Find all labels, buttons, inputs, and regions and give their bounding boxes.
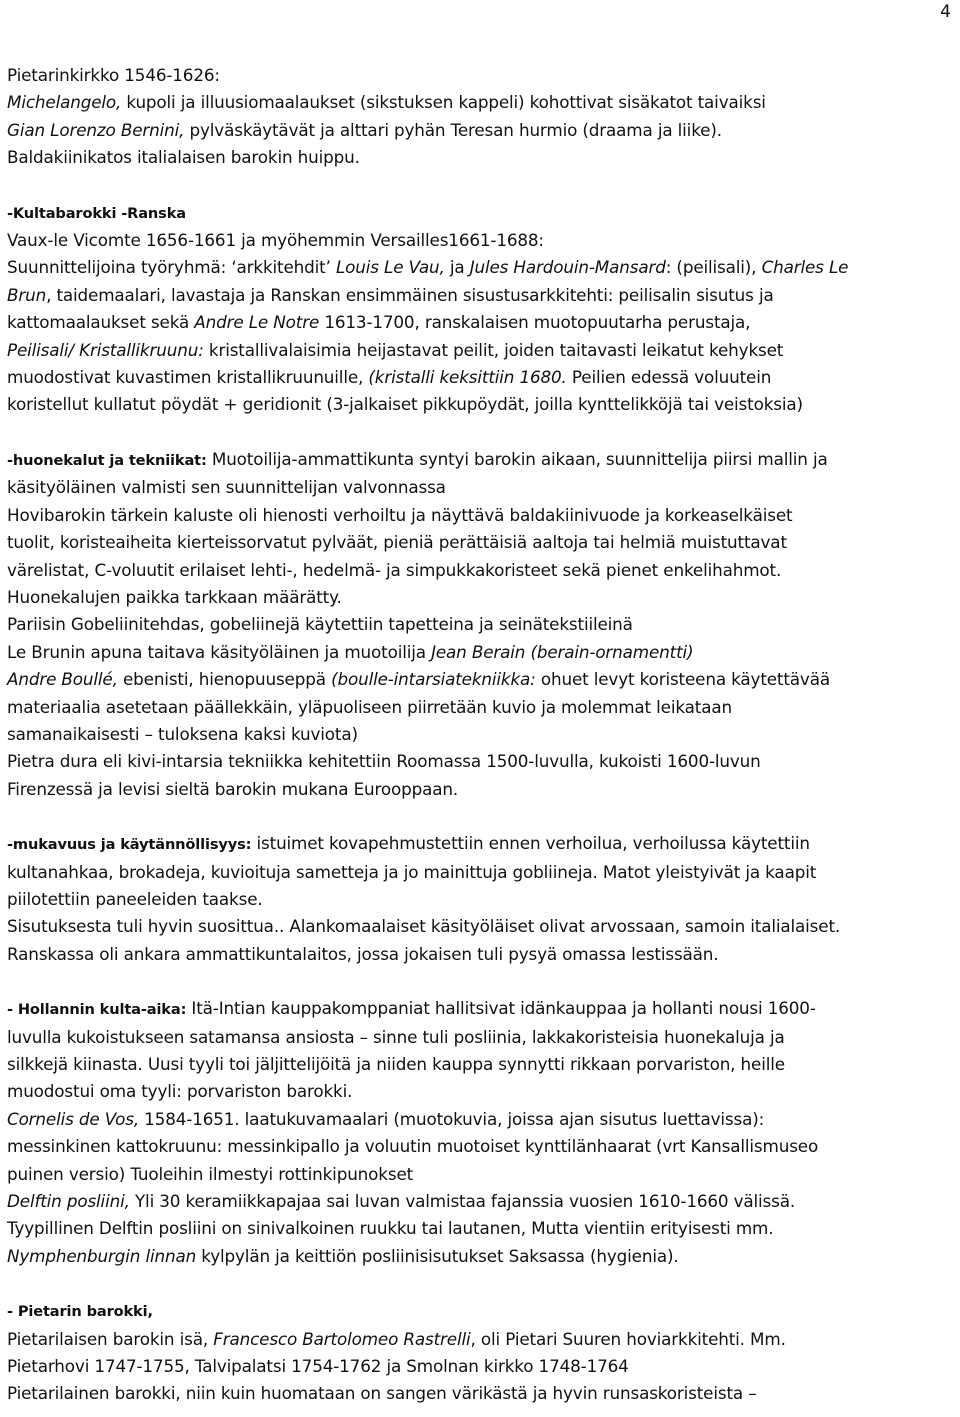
text-line: Pietarilainen barokki, niin kuin huomataan on sangen värikästä ja hyvin runsaskoristeista – [7,1383,757,1404]
section-pietari [7,1297,947,1408]
text-span: muodostivat kuvastimen kristallikruunuille, [7,367,369,388]
text-line [7,282,947,309]
heading-text: - Pietarin barokki, [7,1303,153,1321]
text-span: Yli 30 keramiikkapajaa sai luvan valmistaa fajanssia vuosien 1610-1660 välissä. [129,1191,796,1212]
text-line: koristellut kullatut pöydät + geridionit (3-jalkaiset pikkupöydät, joilla kynttelikköjä tai veistoksia) [7,394,803,415]
term: Delftin posliini, [7,1191,130,1212]
text-span: Pietarilaisen barokin isä, [7,1328,214,1349]
artist-name: Francesco Bartolomeo Rastrelli [213,1328,471,1349]
artist-name: Brun [7,284,47,305]
text-line [7,89,947,116]
heading-text: - Hollannin kulta-aika: [7,1001,187,1019]
text-line [7,666,947,693]
text-line: Pietarhovi 1747-1755, Talvipalatsi 1754-1762 ja Smolnan kirkko 1748-1764 [7,1356,629,1377]
paragraph-gap [7,1270,947,1297]
artist-name: Michelangelo, [7,92,122,113]
artist-name: Jean Berain (berain-ornamentti) [431,641,694,662]
text-span: : (peilisali), [665,257,762,278]
text-line [7,337,947,364]
text-line: Vaux-le Vicomte 1656-1661 ja myöhemmin Versailles1661-1688: [7,230,544,251]
text-span: Le Brunin apuna taitava käsityöläinen ja muotoilija [7,641,432,662]
text-line: Hovibarokin tärkein kaluste oli hienosti verhoiltu ja näyttävä baldakiinivuode ja korkeaselkäiset [7,504,793,525]
text-line [7,1326,947,1353]
section-mukavuus [7,830,947,968]
artist-name: Andre Le Notre [194,312,320,333]
paragraph-gap [7,172,947,199]
artist-name: Jules Hardouin-Mansard [469,257,666,278]
section-heading [7,199,947,227]
text-line [7,309,947,336]
text-line [7,364,947,391]
heading-text: -Kultabarokki -Ranska [7,204,186,222]
artist-name: Charles Le [761,257,849,278]
text-line: Baldakiinikatos italialaisen barokin huippu. [7,147,360,168]
text-line: materiaalia asetetaan päällekkäin, yläpuoliseen piirretään kuvio ja molemmat leikataan [7,696,732,717]
text-line: käsityöläinen valmisti sen suunnittelijan valvonnassa [7,477,446,498]
text-line [7,1106,947,1133]
text-line: Ranskassa oli ankara ammattikuntalaitos, jossa jokaisen tuli pysyä omassa lestissään. [7,943,719,964]
text-span: Suunnittelijoina työryhmä: ‘arkkitehdit’ [7,257,336,278]
artist-name: Louis Le Vau, [335,257,445,278]
text-span: Muotoilija-ammattikunta syntyi barokin aikaan, suunnittelija piirsi mallin ja [206,448,828,469]
text-line: silkkejä kiinasta. Uusi tyyli toi jäljittelijöitä ja niiden kauppa synnytti rikkaan porvariston, heille [7,1054,785,1074]
text-line: luvulla kukoistukseen satamansa ansiosta – sinne tuli posliinia, lakkakoristeisia huonekaluja ja [7,1026,785,1047]
text-span: ohuet levyt koristeena käytettävää [535,669,830,690]
term: (boulle-intarsiatekniikka: [331,669,536,690]
text-span: pylväskäytävät ja alttari pyhän Teresan hurmio (draama ja liike). [184,119,722,140]
text-span: , taidemaalari, lavastaja ja Ranskan ensimmäinen sisustusarkkitehti: peilisalin sisutus ja [46,284,774,305]
text-line [7,995,947,1023]
artist-name: Andre Boullé, [7,669,118,690]
text-span: kattomaalaukset sekä [7,312,195,333]
text-line: muodostui oma tyyli: porvariston barokki. [7,1081,353,1102]
text-span: istuimet kovapehmustettiin ennen verhoilua, verhoilussa käytettiin [251,833,810,854]
heading-text: -huonekalut ja tekniikat: [7,451,207,469]
section-kultabarokki [7,199,947,419]
section-pietarinkirkko [7,62,947,172]
text-line: Tyypillinen Delftin posliini on sinivalkoinen ruukku tai lautanen, Mutta vientiin erityisesti mm. [7,1218,774,1239]
text-line [7,639,947,666]
term: Peilisali/ Kristallikruunu: [7,339,204,360]
heading-text: -mukavuus ja käytännöllisyys: [7,836,252,854]
text-line [7,446,947,474]
text-line: Pariisin Gobeliinitehdas, gobeliinejä käytettiin tapetteina ja seinätekstiileinä [7,614,633,635]
text-span: , oli Pietari Suuren hoviarkkitehti. Mm. [470,1328,786,1349]
text-line [7,254,947,281]
text-line: Huonekalujen paikka tarkkaan määrätty. [7,586,342,607]
text-line: Firenzessä ja levisi sieltä barokin mukana Eurooppaan. [7,778,459,799]
text-span: Peilien edessä voluutein [566,367,772,388]
text-span: kylpylän ja keittiön posliinisisutukset Saksassa (hygienia). [196,1245,679,1266]
text-line: kultanahkaa, brokadeja, kuvioituja sametteja ja jo mainittuja gobliineja. Matot yleistyivät ja kaapit [7,861,817,882]
paragraph-gap [7,803,947,830]
text-span: ebenisti, hienopuuseppä [117,669,332,690]
text-span: 1584-1651. laatukuvamaalari (muotokuvia, joissa ajan sisutus luettavissa): [139,1108,765,1129]
text-line: piilotettiin paneeleiden taakse. [7,888,263,909]
text-line [7,1243,947,1270]
text-span: Itä-Intian kauppakomppaniat hallitsivat idänkauppaa ja hollanti nousi 1600- [186,998,816,1019]
paragraph-gap [7,968,947,995]
text-line: Pietra dura eli kivi-intarsia tekniikka kehitettiin Roomassa 1500-luvulla, kukoisti 1600-luvun [7,751,761,772]
text-span: ja [444,257,470,278]
text-span: kristallivalaisimia heijastavat peilit, joiden taitavasti leikatut kehykset [203,339,784,360]
text-span: 1613-1700, ranskalaisen muotopuutarha perustaja, [319,312,751,333]
text-line: tuolit, koristeaiheita kierteissorvatut pylväät, pieniä perättäisiä aaltoja tai helmiä muistuttavat [7,532,787,553]
text-line: Sisutuksesta tuli hyvin suosittua.. Alankomaalaiset käsityöläiset olivat arvossaan, samoin italialaiset. [7,916,841,937]
page-number: 4 [940,2,951,22]
artist-name: Cornelis de Vos, [7,1108,139,1129]
paragraph-gap [7,419,947,446]
text-line: värelistat, C-voluutit erilaiset lehti-, hedelmä- ja simpukkakoristeet sekä pienet enkelihahmot. [7,559,782,580]
document-body [7,62,947,1408]
artist-name: Gian Lorenzo Bernini, [7,119,185,140]
text-line: puinen versio) Tuoleihin ilmestyi rottinkipunokset [7,1163,414,1184]
term: Nymphenburgin linnan [7,1245,197,1266]
text-line [7,117,947,144]
text-line [7,830,947,858]
term: (kristalli keksittiin 1680. [368,367,567,388]
section-heading [7,1297,947,1325]
text-line: samanaikaisesti – tuloksena kaksi kuviota) [7,723,358,744]
section-huonekalut [7,446,947,803]
text-line: messinkinen kattokruunu: messinkipallo ja voluutin muotoiset kynttilänhaarat (vrt Kansallismuseo [7,1136,819,1157]
text-line [7,1188,947,1215]
section-hollanti [7,995,947,1270]
text-span: kupoli ja illuusiomaalaukset (sikstuksen kappeli) kohottivat sisäkatot taivaiksi [121,92,766,113]
text-line: Pietarinkirkko 1546-1626: [7,65,220,85]
